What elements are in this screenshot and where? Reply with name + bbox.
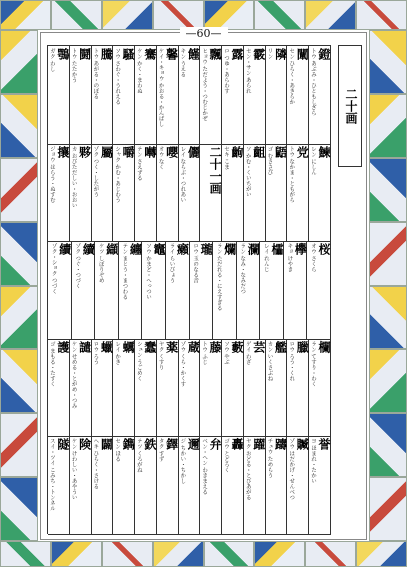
kanji-reading: ケン せめる・とがめ・つみ — [70, 340, 77, 409]
kanji-reading: ゾウ はだかげ・せんべつ — [288, 438, 295, 501]
kanji-entry — [309, 436, 331, 534]
kanji-reading: ラン ただれる・にえすぎる — [215, 243, 222, 311]
kanji-entry — [179, 46, 201, 144]
kanji-character: 霰 — [251, 48, 266, 60]
kanji-character: 爛 — [222, 243, 237, 256]
kanji-character: 囀 — [142, 145, 157, 158]
kanji-entry — [157, 339, 179, 437]
kanji-entry — [244, 46, 266, 144]
kanji-row — [48, 46, 331, 145]
kanji-character: 櫺 — [269, 243, 284, 256]
border-left — [0, 30, 38, 541]
kanji-character: 騫 — [142, 48, 157, 60]
kanji-row — [48, 436, 331, 535]
kanji-character: 蠢 — [142, 340, 157, 353]
kanji-reading: レイ ならぶ・つれあい — [179, 145, 186, 203]
kanji-reading: レイ かき — [114, 340, 121, 365]
kanji-reading: ガク わし — [48, 48, 55, 72]
kanji-entry — [157, 144, 179, 242]
border-bottom — [0, 541, 407, 567]
kanji-character: 蠟 — [99, 340, 114, 353]
kanji-reading: ゲイ わざ — [244, 340, 251, 365]
kanji-entry — [113, 46, 135, 144]
kanji-character: 臘 — [295, 340, 310, 353]
kanji-reading: ゴウ とどろく — [222, 438, 229, 474]
kanji-character: 癩 — [175, 243, 190, 256]
kanji-character: 瀾 — [246, 243, 261, 256]
kanji-reading: リン — [266, 48, 273, 59]
kanji-reading: キョ けやき — [286, 243, 293, 273]
kanji-entry — [92, 46, 114, 144]
kanji-entry — [284, 241, 308, 339]
kanji-reading: ヤク くすり — [157, 340, 164, 371]
kanji-character: 蔵 — [186, 340, 201, 353]
kanji-reading: ケイ・キョウ かおる・かんばし — [157, 48, 164, 127]
kanji-entry — [244, 339, 266, 437]
kanji-character: 鬪 — [77, 48, 92, 60]
kanji-reading: ソ かむ・くいちがい — [244, 145, 251, 197]
kanji-reading: カ おびただしい・おおい — [70, 145, 77, 208]
kanji-reading: ソウ さわぐ・うれえる — [114, 48, 121, 105]
kanji-character: 護 — [55, 340, 70, 353]
kanji-reading: スイ・ツイ こみち・トンネル — [48, 438, 55, 512]
kanji-reading: ライ らいびょう — [168, 243, 175, 284]
kanji-reading: ゾク つぐ・つづく — [74, 243, 81, 289]
kanji-reading: カン いくさぶね — [266, 340, 273, 382]
kanji-character: 党 — [295, 145, 310, 158]
kanji-reading: ロウ ろう — [92, 340, 99, 365]
kanji-character: 纏 — [128, 243, 143, 256]
kanji-entry — [266, 436, 288, 534]
kanji-entry — [213, 241, 237, 339]
kanji-reading: ケツ しぼりぞめ — [97, 243, 104, 284]
kanji-entry — [222, 339, 244, 437]
kanji-entry — [200, 144, 222, 242]
kanji-entry — [72, 241, 96, 339]
kanji-entry — [179, 144, 201, 242]
kanji-reading: ロ つゆ・あらわす — [222, 48, 229, 94]
kanji-character: 騷 — [121, 48, 136, 60]
border-top — [0, 0, 407, 30]
kanji-entry — [113, 436, 135, 534]
kanji-entry — [266, 339, 288, 437]
kanji-entry — [309, 46, 331, 144]
kanji-character: 飄 — [208, 48, 223, 60]
kanji-character: 険 — [77, 438, 92, 451]
kanji-reading: トウ ふじ — [201, 340, 208, 365]
kanji-character: 鐸 — [164, 438, 179, 451]
kanji-entry — [266, 144, 288, 242]
kanji-entry — [200, 339, 222, 437]
kanji-entry — [157, 436, 179, 534]
kanji-entry — [266, 46, 288, 144]
kanji-reading: ヤク おどる・とびあがる — [244, 438, 251, 501]
kanji-reading: ラン てすり・わく — [310, 340, 316, 387]
kanji-entry — [48, 46, 70, 144]
kanji-entry — [307, 241, 331, 339]
kanji-character: 屬 — [99, 145, 114, 158]
kanji-entry — [92, 144, 114, 242]
kanji-reading: ヨ ほまれ・たかい — [310, 438, 316, 485]
kanji-entry — [190, 241, 214, 339]
kanji-reading: キン うえる — [179, 48, 186, 78]
kanji-reading: シャク かむ・あじわう — [114, 145, 121, 203]
kanji-entry — [48, 436, 70, 534]
kanji-reading: ジョウ はらう・ぬすむ — [48, 145, 55, 203]
kanji-entry — [222, 46, 244, 144]
kanji-character: 鼯 — [273, 145, 288, 158]
kanji-character: 艦 — [273, 340, 288, 353]
kanji-character: 欅 — [293, 243, 308, 256]
kanji-character: 儷 — [186, 145, 201, 158]
kanji-character: 躍 — [251, 438, 266, 451]
kanji-reading: レイ れんじ — [262, 243, 269, 273]
kanji-entry — [287, 144, 309, 242]
kanji-character: 闢 — [99, 438, 114, 451]
kanji-entry — [119, 241, 143, 339]
kanji-row — [48, 241, 331, 340]
kanji-entry — [70, 144, 92, 242]
kanji-entry — [142, 241, 166, 339]
kanji-reading: ソウ やぶ — [222, 340, 229, 365]
kanji-grid — [47, 45, 331, 534]
kanji-entry — [200, 46, 222, 144]
kanji-entry — [179, 339, 201, 437]
kanji-entry — [244, 436, 266, 534]
kanji-character: 鰊 — [317, 145, 331, 158]
kanji-reading: タク すず — [157, 438, 164, 463]
kanji-character: 薬 — [164, 340, 179, 353]
kanji-reading: ケン けわしい・あやうい — [70, 438, 77, 501]
kanji-entry — [287, 46, 309, 144]
kanji-reading: ヘキ ひらく・さける — [92, 438, 99, 490]
kanji-character: 饉 — [186, 48, 201, 60]
kanji-character: 桜 — [317, 243, 331, 256]
kanji-entry — [222, 436, 244, 534]
kanji-reading: ソウ かまど・へっつい — [144, 243, 151, 300]
kanji-character: 隧 — [55, 438, 70, 451]
kanji-entry — [166, 241, 190, 339]
kanji-reading: セキ こま — [222, 145, 229, 170]
kanji-character: 躊 — [273, 438, 288, 451]
kanji-reading: テツ くろがね — [135, 438, 142, 474]
kanji-character: 纈 — [104, 243, 119, 256]
kanji-character: 贓 — [295, 438, 310, 451]
kanji-reading: ラン なみ・なみだつ — [239, 243, 246, 295]
kanji-entry — [309, 144, 331, 242]
kanji-reading: セン ほる — [114, 438, 121, 463]
kanji-character: 騰 — [99, 48, 114, 60]
kanji-character: 嚶 — [164, 145, 179, 158]
kanji-reading: トウ あがる・のぼる — [92, 48, 99, 100]
kanji-character: 芸 — [251, 340, 266, 353]
kanji-reading: レン にしん — [310, 145, 316, 175]
kanji-character: 弁 — [208, 438, 223, 451]
kanji-reading: トウ あぶみ・ひともしざら — [310, 48, 316, 116]
kanji-reading: ゴ むささび — [266, 145, 273, 175]
kanji-entry — [260, 241, 284, 339]
kanji-reading: チュウ ためらう — [266, 438, 273, 479]
kanji-character: 瓏 — [199, 243, 214, 256]
kanji-reading: オウ さくら — [310, 243, 316, 273]
kanji-character: 隣 — [273, 48, 288, 60]
kanji-row — [48, 339, 331, 438]
kanji-character: 欄 — [317, 340, 331, 353]
kanji-character: 嚼 — [121, 145, 136, 158]
kanji-reading: ゾク つく・したがう — [92, 145, 99, 197]
kanji-character: 譴 — [77, 340, 92, 353]
kanji-character: 竈 — [151, 243, 166, 256]
kanji-entry — [244, 144, 266, 242]
kanji-reading: ゴ まもる・たすく — [48, 340, 55, 387]
kanji-entry — [222, 144, 244, 242]
kanji-reading: テン さえずる — [135, 145, 142, 181]
kanji-reading: ヒョウ ただよう・つむじかぜ — [201, 48, 208, 122]
kanji-entry — [92, 436, 114, 534]
kanji-entry — [179, 436, 201, 534]
border-right — [369, 30, 407, 541]
kanji-character: 邇 — [186, 438, 201, 451]
kanji-character: 鉄 — [142, 438, 157, 451]
kanji-character: 二十一画 — [208, 145, 223, 194]
kanji-reading: オウ なく — [157, 145, 164, 170]
kanji-row — [48, 144, 331, 243]
kanji-entry — [135, 144, 157, 242]
kanji-character: 馨 — [164, 48, 179, 60]
kanji-entry — [70, 46, 92, 144]
kanji-character: 鐫 — [121, 438, 136, 451]
kanji-character: 續 — [57, 243, 72, 256]
kanji-entry — [135, 436, 157, 534]
page-number: —60— — [41, 27, 366, 40]
kanji-character: 齣 — [229, 145, 244, 158]
kanji-entry — [48, 144, 70, 242]
kanji-entry — [92, 339, 114, 437]
kanji-character: 續 — [81, 243, 96, 256]
kanji-reading: テン まとう・まつわる — [121, 243, 128, 300]
kanji-reading: ベン・ヘン わきまえる — [201, 438, 208, 496]
kanji-entry — [135, 339, 157, 437]
kanji-reading: ロウ 玉のなる音 — [192, 243, 199, 284]
kanji-entry — [95, 241, 119, 339]
kanji-character: 鐙 — [317, 48, 331, 60]
kanji-entry — [287, 436, 309, 534]
kanji-entry — [309, 339, 331, 437]
kanji-reading: ゾウ くら・かくす — [179, 340, 186, 387]
kanji-entry — [287, 339, 309, 437]
kanji-entry — [113, 144, 135, 242]
kanji-entry — [70, 339, 92, 437]
kanji-reading: ケン かく・まわぬ — [135, 48, 142, 94]
kanji-reading: トウ たたかう — [70, 48, 77, 83]
kanji-entry — [48, 339, 70, 437]
kanji-character: 藪 — [229, 340, 244, 353]
kanji-character: 夥 — [77, 145, 92, 158]
kanji-character: 鶚 — [55, 48, 70, 60]
kanji-reading: ゾク・ショク つづく — [50, 243, 57, 295]
kanji-reading: トウ なかま・ともがら — [288, 145, 295, 203]
kanji-entry — [200, 436, 222, 534]
kanji-character: 誉 — [317, 438, 331, 451]
kanji-reading: ロウ ろう・くれ — [288, 340, 295, 382]
kanji-entry — [70, 436, 92, 534]
kanji-reading: セン・サン あられ — [244, 48, 251, 94]
kanji-entry — [113, 339, 135, 437]
kanji-entry — [237, 241, 261, 339]
section-title: 二十画 — [338, 45, 362, 167]
kanji-entry — [135, 46, 157, 144]
kanji-reading: シュン うごめく — [135, 340, 142, 382]
kanji-entry — [48, 241, 72, 339]
kanji-character: 攘 — [55, 145, 70, 158]
kanji-reading: セン ひらく・あきらか — [288, 48, 295, 105]
kanji-character: 蠣 — [121, 340, 136, 353]
kanji-character: 齟 — [251, 145, 266, 158]
dictionary-page — [40, 27, 367, 540]
kanji-reading: ジ ちかい・ちかし — [179, 438, 186, 485]
kanji-entry — [157, 46, 179, 144]
kanji-character: 闡 — [295, 48, 310, 60]
kanji-character: 露 — [229, 48, 244, 60]
kanji-character: 轟 — [229, 438, 244, 451]
kanji-character: 藤 — [208, 340, 223, 353]
